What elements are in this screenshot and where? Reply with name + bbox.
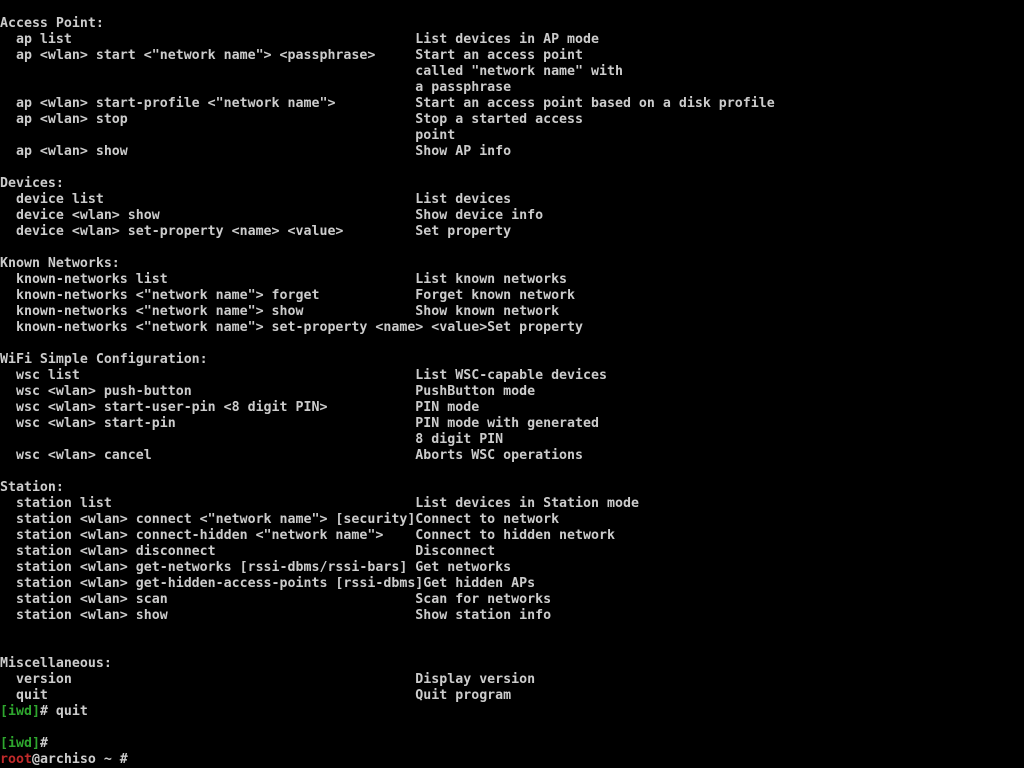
terminal-line: station list List devices in Station mode — [0, 496, 639, 511]
terminal-line: wsc <wlan> cancel Aborts WSC operations — [0, 448, 584, 463]
terminal-line: station <wlan> show Show station info — [0, 608, 552, 623]
terminal-line: station <wlan> connect <"network name"> [security]Connect to network — [0, 512, 560, 527]
terminal-line — [0, 704, 1024, 720]
prompt-hash: # — [39, 736, 48, 751]
terminal-line: WiFi Simple Configuration: — [0, 352, 208, 367]
terminal-line — [0, 720, 1024, 736]
terminal-line: known-networks <"network name"> show Show known network — [0, 304, 560, 319]
terminal-line: device <wlan> show Show device info — [0, 208, 544, 223]
terminal-line: wsc <wlan> start-pin PIN mode with generated — [0, 416, 599, 431]
terminal-line — [0, 0, 1024, 16]
terminal-line: station <wlan> scan Scan for networks — [0, 592, 552, 607]
terminal-line: Station: — [0, 480, 64, 495]
terminal-line — [0, 624, 1024, 640]
terminal-line — [0, 240, 1024, 256]
terminal-line: known-networks <"network name"> forget Forget known network — [0, 288, 576, 303]
iwctl-prompt-tag: [iwd] — [0, 704, 40, 719]
terminal-line — [0, 752, 1024, 768]
entered-command: # quit — [39, 704, 88, 719]
terminal-line: device <wlan> set-property <name> <value> Set property — [0, 224, 512, 239]
terminal-line — [0, 336, 1024, 352]
terminal-line: known-networks <"network name"> set-property <name> <value>Set property — [0, 320, 584, 335]
terminal-line: called "network name" with — [0, 64, 623, 79]
terminal-line: Known Networks: — [0, 256, 120, 271]
terminal-line: ap <wlan> start <"network name"> <passphrase> Start an access point — [0, 48, 584, 63]
terminal-line: wsc <wlan> push-button PushButton mode — [0, 384, 536, 399]
prompt-user: root — [0, 752, 32, 767]
terminal-line — [0, 464, 1024, 480]
terminal-line: ap <wlan> show Show AP info — [0, 144, 512, 159]
prompt-host-path: @archiso ~ # — [31, 752, 128, 767]
terminal-line: Miscellaneous: — [0, 656, 112, 671]
terminal-line — [0, 160, 1024, 176]
terminal-line: quit Quit program — [0, 688, 512, 703]
terminal-line: ap list List devices in AP mode — [0, 32, 599, 47]
terminal-line — [0, 736, 1024, 752]
terminal-line: wsc <wlan> start-user-pin <8 digit PIN> PIN mode — [0, 400, 480, 415]
terminal-line: station <wlan> get-networks [rssi-dbms/rssi-bars] Get networks — [0, 560, 512, 575]
terminal-line: station <wlan> connect-hidden <"network name"> Connect to hidden network — [0, 528, 615, 543]
terminal-line: point — [0, 128, 456, 143]
terminal-line: wsc list List WSC-capable devices — [0, 368, 607, 383]
terminal-line: known-networks list List known networks — [0, 272, 568, 287]
terminal-line: station <wlan> disconnect Disconnect — [0, 544, 496, 559]
terminal-line: Access Point: — [0, 16, 104, 31]
terminal-line: Devices: — [0, 176, 64, 191]
terminal-line: station <wlan> get-hidden-access-points [rssi-dbms]Get hidden APs — [0, 576, 536, 591]
terminal-line — [0, 640, 1024, 656]
terminal-line: a passphrase — [0, 80, 512, 95]
terminal-line: device list List devices — [0, 192, 512, 207]
iwctl-prompt-tag: [iwd] — [0, 736, 40, 751]
terminal-line: ap <wlan> start-profile <"network name"> Start an access point based on a disk profile — [0, 96, 775, 111]
terminal-line: version Display version — [0, 672, 536, 687]
terminal-line: 8 digit PIN — [0, 432, 504, 447]
terminal-line: ap <wlan> stop Stop a started access — [0, 112, 584, 127]
